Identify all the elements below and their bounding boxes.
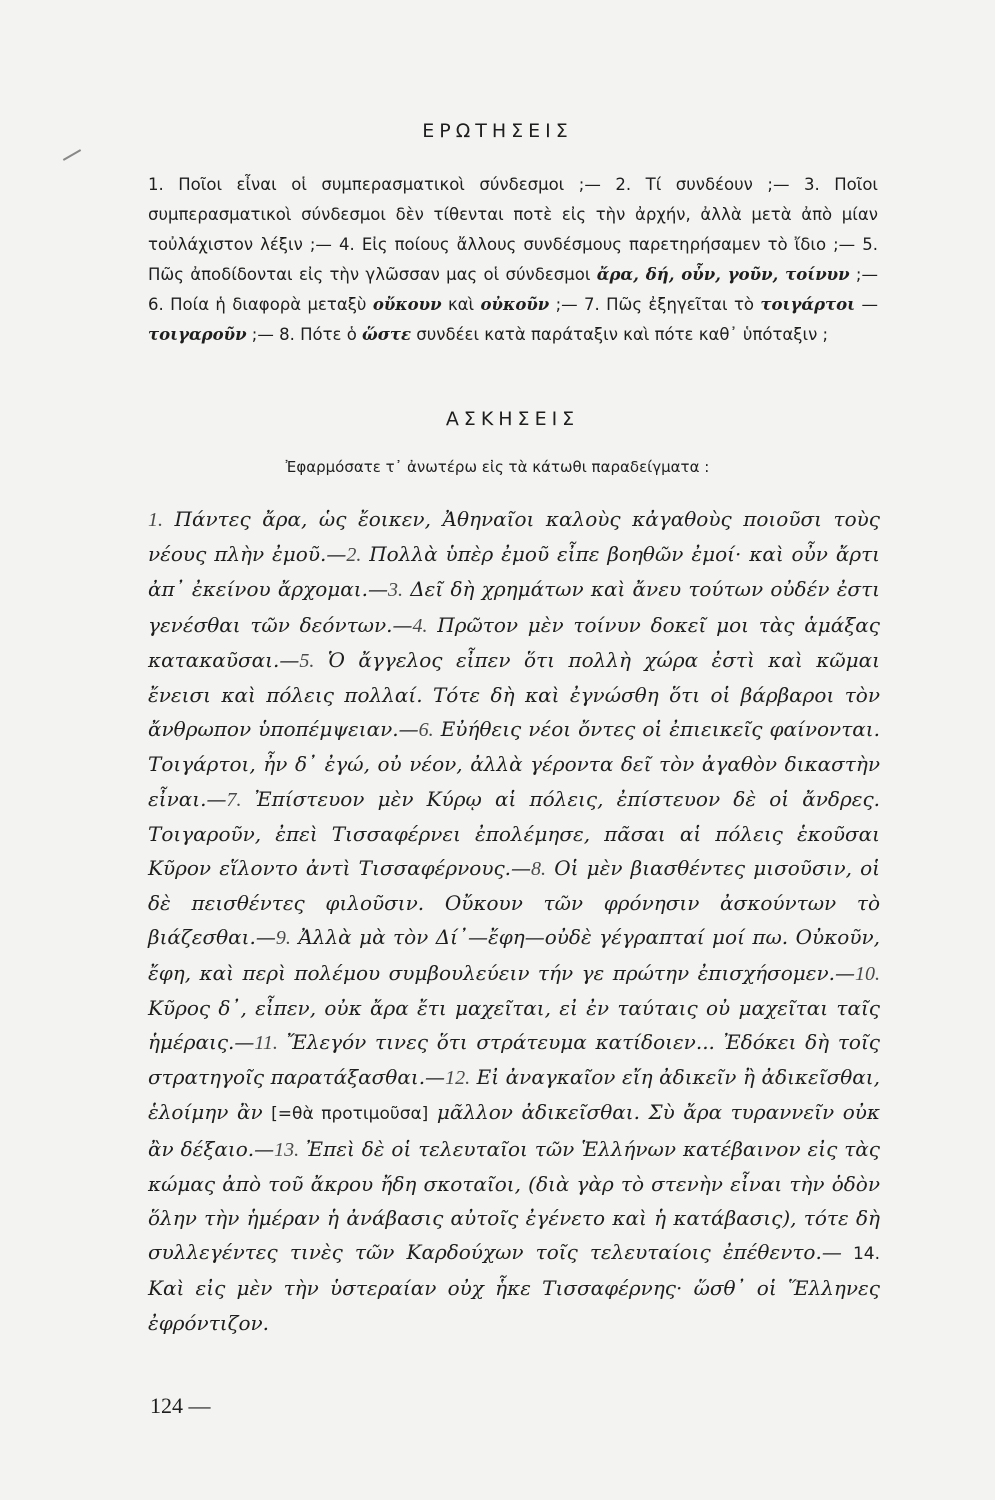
emphasized-word: τοιγάρτοι <box>760 295 856 314</box>
exercise-text: Ὁ ἄγγελος εἶπεν ὅτι πολλὴ χώρα ἐστὶ καὶ κῶμαι ἔνεισι καὶ πόλεις πολλαί. Τότε δὴ καὶ ἐγνώσθη ὅτι οἱ βάρβαροι τὸν ἄνθρωπον ὑποπέμψειαν.— <box>148 647 880 742</box>
questions-paragraph <box>148 170 878 350</box>
exercise-number: 5. <box>299 649 315 672</box>
question-text: ;— 8. Πότε ὁ <box>246 325 363 344</box>
emphasized-words: ἄρα, δή, οὖν, γοῦν, τοίνυν <box>596 265 850 284</box>
pencil-mark <box>63 149 81 161</box>
exercise-number: 8. <box>531 858 547 881</box>
emphasized-word: οὐκοῦν <box>480 295 550 314</box>
emphasized-word: οὔκουν <box>372 295 442 314</box>
questions-heading: ΕΡΩΤΗΣΕΙΣ <box>422 120 573 142</box>
exercise-number: 2. <box>346 544 362 567</box>
emphasized-word: ὥστε <box>362 325 412 344</box>
question-text: 1. Ποῖοι εἶναι οἱ συμπερασματικοὶ σύνδεσμοι ;— 2. Τί συνδέουν ;— 3. Ποῖοι συμπερασματικοὶ σύνδεσμοι δὲν τίθενται ποτὲ εἰς τὴν ἀρχήν, ἀλλὰ μετὰ ἀπὸ μίαν τοὐλάχιστον λέξιν ;— 4. Εἰς ποίους ἄλλους συνδέσμους παρετηρήσαμεν τὸ ἴδιο ;— 5. Πῶς ἀποδίδονται εἰς τὴν γλῶσσαν μας οἱ σύνδεσμοι <box>148 175 878 284</box>
exercise-text: Κῦρος δ᾽, εἶπεν, οὐκ ἄρα ἔτι μαχεῖται, εἰ ἐν ταύταις οὐ μαχεῖται ταῖς ἡμέραις.— <box>148 995 880 1055</box>
exercise-number: 14. <box>841 1244 880 1265</box>
exercise-number: 9. <box>275 927 291 950</box>
exercise-text: Καὶ εἰς μὲν τὴν ὑστεραίαν οὐχ ἧκε Τισσαφέρνης· ὥσθ᾽ οἱ Ἕλληνες ἐφρόντιζον. <box>148 1276 880 1335</box>
exercise-number: 3. <box>388 579 404 602</box>
exercise-number: 12. <box>445 1067 471 1090</box>
exercise-text: Πάντες ἄρα, ὡς ἔοικεν, Ἀθηναῖοι καλοὺς κἀγαθοὺς ποιοῦσι τοὺς νέους πλὴν ἐμοῦ.— <box>148 507 880 567</box>
exercise-text: Πολλὰ ὑπὲρ ἐμοῦ εἶπε βοηθῶν ἐμοί· καὶ οὖν ἄρτι ἀπ᾽ ἐκείνου ἄρχομαι.— <box>148 542 880 602</box>
exercise-text: Εὐήθεις νέοι ὄντες οἱ ἐπιεικεῖς φαίνονται. Τοιγάρτοι, ἦν δ᾽ ἐγώ, οὐ νέον, ἀλλὰ γέροντα δεῖ τὸν ἀγαθὸν δικαστὴν εἶναι.— <box>148 717 880 811</box>
exercise-number: 1. <box>148 509 163 531</box>
exercise-number: 13. <box>274 1138 300 1161</box>
exercise-text: Εἰ ἀναγκαῖον εἴη ἀδικεῖν ἢ ἀδικεῖσθαι, ἑλοίμην ἂν <box>148 1065 881 1125</box>
question-text: συνδέει κατὰ παράταξιν καὶ πότε καθ᾽ ὑπόταξιν ; <box>411 325 829 344</box>
exercises-paragraph <box>148 502 880 1340</box>
exercise-number: 10. <box>855 962 880 985</box>
exercise-text: Δεῖ δὴ χρημάτων καὶ ἄνευ τούτων οὐδέν ἐστι γενέσθαι τῶν δεόντων.— <box>148 577 880 637</box>
exercise-text: Ἀλλὰ μὰ τὸν Δί᾽—ἔφη—οὐδὲ γέγραπταί μοί πω. Οὐκοῦν, ἔφη, καὶ περὶ πολέμου συμβουλεύειν τήν γε πρώτην ἐπισχήσομεν.— <box>148 925 880 985</box>
exercise-number: 4. <box>412 614 428 637</box>
exercise-text: Ἔλεγόν τινες ὅτι στράτευμα κατίδοιεν... Ἐδόκει δὴ τοῖς στρατηγοῖς παρατάξασθαι.— <box>148 1030 880 1090</box>
exercises-heading: ΑΣΚΗΣΕΙΣ <box>445 408 580 430</box>
exercise-number: 11. <box>254 1032 278 1055</box>
exercise-text: Πρῶτον μὲν τοίνυν δοκεῖ μοι τὰς ἁμάξας κατακαῦσαι.— <box>148 612 880 672</box>
dash-text: — <box>855 295 879 314</box>
translation-note: [=θὰ προτιμοῦσα] <box>271 1104 429 1125</box>
exercise-number: 7. <box>226 788 242 811</box>
emphasized-word: τοιγαροῦν <box>148 325 247 344</box>
exercise-text: Ἐπεὶ δὲ οἱ τελευταῖοι τῶν Ἑλλήνων κατέβαινον εἰς τὰς κώμας ἀπὸ τοῦ ἄκρου ἤδη σκοταῖοι, (διὰ γὰρ τὸ στενὴν εἶναι τὴν ὁδὸν ὅλην τὴν ἡμέραν ἡ ἀνάβασις αὐτοῖς ἐγένετο καὶ ἡ κατάβασις), τότε δὴ συλλεγέντες τινὲς τῶν Καρδούχων τοῖς τελευταίοις ἐπέθεντο.— <box>148 1136 881 1265</box>
exercise-text: Οἱ μὲν βιασθέντες μισοῦσιν, οἱ δὲ πεισθέντες φιλοῦσιν. Οὔκουν τῶν φρόνησιν ἀσκούντων τὸ βιάζεσθαι.— <box>148 856 881 950</box>
exercise-text: μᾶλλον ἀδικεῖσθαι. Σὺ ἄρα τυραννεῖν οὐκ ἂν δέξαιο.— <box>148 1100 881 1161</box>
question-text: ;— 7. Πῶς ἐξηγεῖται τὸ <box>549 295 761 314</box>
exercise-number: 6. <box>418 719 434 742</box>
exercise-instruction: Ἐφαρμόσατε τ᾽ ἀνωτέρω εἰς τὰ κάτωθι παραδείγματα : <box>285 458 710 476</box>
conjunction-text: καὶ <box>441 295 481 314</box>
exercise-text: Ἐπίστευον μὲν Κύρῳ αἱ πόλεις, ἐπίστευον δὲ οἱ ἄνδρες. Τοιγαροῦν, ἐπεὶ Τισσαφέρνει ἐπολέμησε, πᾶσαι αἱ πόλεις ἑκοῦσαι Κῦρον εἵλοντο ἀντὶ Τισσαφέρνους.— <box>148 786 880 881</box>
question-text: ;— 6. Ποία ἡ διαφορὰ μεταξὺ <box>148 265 878 314</box>
page-number: 124 — <box>150 1393 211 1418</box>
